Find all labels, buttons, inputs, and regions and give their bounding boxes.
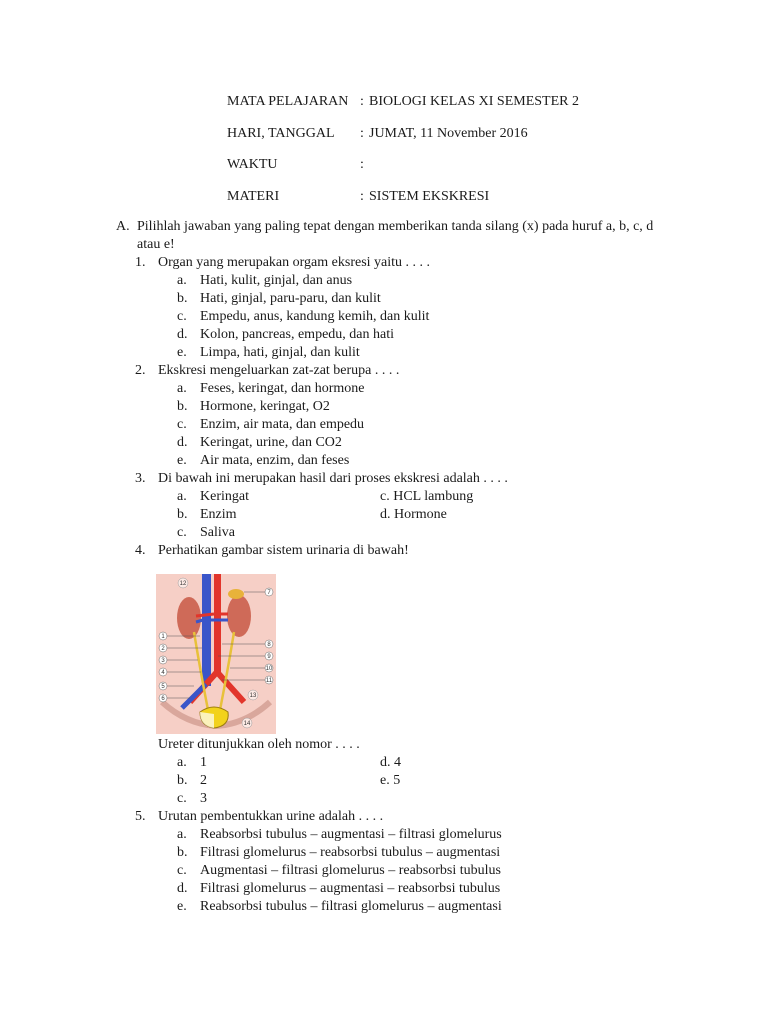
option-text: Filtrasi glomelurus – reabsorbsi tubulus – augmentasi xyxy=(200,845,501,860)
option-text: HCL lambung xyxy=(393,489,474,504)
option-letter: c. xyxy=(177,417,187,432)
option-letter: c. xyxy=(177,791,187,806)
option-letter: d. xyxy=(380,507,391,522)
urinary-system-figure xyxy=(156,574,276,734)
question-number: 1. xyxy=(135,255,146,270)
answer-option[interactable] xyxy=(177,416,676,434)
section-letter: A. xyxy=(116,219,130,234)
header-block xyxy=(227,93,579,219)
figure-label: 1 xyxy=(161,634,165,640)
figure-label: 4 xyxy=(161,670,165,676)
answer-option[interactable] xyxy=(380,772,583,790)
answer-option[interactable] xyxy=(177,452,676,470)
option-text: Saliva xyxy=(200,525,235,540)
option-text: Hati, kulit, ginjal, dan anus xyxy=(200,273,353,288)
answer-option[interactable] xyxy=(177,754,380,772)
option-letter: b. xyxy=(177,845,188,860)
urinary-system-illustration xyxy=(156,574,276,734)
question-list xyxy=(135,254,676,916)
question-number: 3. xyxy=(135,471,146,486)
adrenal-gland xyxy=(228,589,244,599)
answer-option[interactable] xyxy=(177,398,676,416)
kidney-right xyxy=(227,595,251,637)
option-letter: b. xyxy=(177,399,188,414)
option-letter: b. xyxy=(177,773,188,788)
question-1 xyxy=(135,254,676,362)
option-letter: a. xyxy=(177,827,187,842)
question-text: Organ yang merupakan orgam eksresi yaitu . . . . xyxy=(158,255,431,270)
header-colon: : xyxy=(360,125,364,141)
figure-label: 7 xyxy=(267,590,271,596)
question-text: Di bawah ini merupakan hasil dari proses ekskresi adalah . . . . xyxy=(158,471,508,486)
option-text: Hormone xyxy=(394,507,447,522)
option-letter: b. xyxy=(177,291,188,306)
header-row xyxy=(227,156,579,188)
question-number: 4. xyxy=(135,543,146,558)
option-text: Limpa, hati, ginjal, dan kulit xyxy=(200,345,360,360)
answer-option[interactable] xyxy=(177,344,676,362)
figure-label: 14 xyxy=(243,721,251,727)
option-text: Keringat xyxy=(200,489,249,504)
header-value: JUMAT, 11 November 2016 xyxy=(369,125,528,141)
answer-option[interactable] xyxy=(177,898,676,916)
header-colon: : xyxy=(360,188,364,204)
aorta xyxy=(214,574,221,674)
option-letter: c. xyxy=(380,489,390,504)
header-value: SISTEM EKSKRESI xyxy=(369,188,490,204)
option-letter: c. xyxy=(177,863,187,878)
option-letter: d. xyxy=(380,755,391,770)
option-letter: e. xyxy=(177,899,187,914)
option-text: Reabsorbsi tubulus – filtrasi glomelurus – augmentasi xyxy=(200,899,502,914)
header-row xyxy=(227,93,579,125)
header-label: MATA PELAJARAN xyxy=(227,94,349,109)
option-letter: d. xyxy=(177,435,188,450)
header-row xyxy=(227,125,579,157)
answer-option[interactable] xyxy=(177,290,676,308)
option-letter: d. xyxy=(177,327,188,342)
figure-label: 6 xyxy=(161,696,165,702)
option-text: Hormone, keringat, O2 xyxy=(200,399,330,414)
answer-option[interactable] xyxy=(380,506,583,524)
option-text: Feses, keringat, dan hormone xyxy=(200,381,365,396)
option-letter: a. xyxy=(177,489,187,504)
option-text: Kolon, pancreas, empedu, dan hati xyxy=(200,327,394,342)
question-4 xyxy=(135,542,676,808)
answer-option[interactable] xyxy=(177,790,380,808)
answer-option[interactable] xyxy=(177,880,676,898)
option-letter: e. xyxy=(380,773,390,788)
figure-label: 13 xyxy=(249,693,257,699)
answer-option[interactable] xyxy=(177,434,676,452)
answer-option[interactable] xyxy=(177,524,380,542)
question-number: 5. xyxy=(135,809,146,824)
question-text: Urutan pembentukkan urine adalah . . . . xyxy=(158,809,384,824)
answer-option[interactable] xyxy=(380,754,583,772)
vena-cava xyxy=(202,574,211,686)
option-letter: d. xyxy=(177,881,188,896)
answer-option[interactable] xyxy=(177,488,380,506)
question-number: 2. xyxy=(135,363,146,378)
question-followup: Ureter ditunjukkan oleh nomor . . . . xyxy=(158,737,360,752)
section-instruction: Pilihlah jawaban yang paling tepat dengan memberikan tanda silang (x) pada huruf a, b, c, d atau e! xyxy=(137,219,654,252)
option-letter: c. xyxy=(177,309,187,324)
option-letter: a. xyxy=(177,755,187,770)
figure-label: 11 xyxy=(265,678,273,684)
kidney-left xyxy=(177,597,201,639)
option-letter: e. xyxy=(177,345,187,360)
option-text: 5 xyxy=(393,773,401,788)
header-value: BIOLOGI KELAS XI SEMESTER 2 xyxy=(369,94,579,109)
header-label: HARI, TANGGAL xyxy=(227,125,335,141)
section-a xyxy=(116,218,676,916)
figure-label: 8 xyxy=(267,642,271,648)
option-text: Reabsorbsi tubulus – augmentasi – filtrasi glomelurus xyxy=(200,827,502,842)
option-letter: c. xyxy=(177,525,187,540)
option-text: Air mata, enzim, dan feses xyxy=(200,453,350,468)
option-letter: a. xyxy=(177,381,187,396)
option-text: Empedu, anus, kandung kemih, dan kulit xyxy=(200,309,430,324)
option-letter: a. xyxy=(177,273,187,288)
option-text: Hati, ginjal, paru-paru, dan kulit xyxy=(200,291,381,306)
answer-option[interactable] xyxy=(380,488,583,506)
figure-label: 10 xyxy=(265,666,273,672)
header-colon: : xyxy=(360,94,364,109)
answer-option[interactable] xyxy=(177,272,676,290)
option-letter: e. xyxy=(177,453,187,468)
answer-option[interactable] xyxy=(177,826,676,844)
header-label: MATERI xyxy=(227,188,280,204)
header-colon: : xyxy=(360,157,364,172)
answer-option[interactable] xyxy=(177,506,380,524)
answer-option[interactable] xyxy=(177,326,676,344)
option-text: 2 xyxy=(200,773,207,788)
question-5 xyxy=(135,808,676,916)
option-text: 3 xyxy=(200,791,207,806)
figure-label: 9 xyxy=(267,654,271,660)
question-2 xyxy=(135,362,676,470)
option-letter: b. xyxy=(177,507,188,522)
question-3 xyxy=(135,470,676,542)
question-text: Perhatikan gambar sistem urinaria di bawah! xyxy=(158,543,409,558)
option-text: Enzim xyxy=(200,507,237,522)
header-row xyxy=(227,188,579,220)
option-text: Augmentasi – filtrasi glomelurus – reabsorbsi tubulus xyxy=(200,863,501,878)
answer-option[interactable] xyxy=(177,772,380,790)
answer-option[interactable] xyxy=(177,380,676,398)
header-label: WAKTU xyxy=(227,157,278,172)
figure-label: 5 xyxy=(161,684,165,690)
option-text: Enzim, air mata, dan empedu xyxy=(200,417,365,432)
option-text: 4 xyxy=(394,755,401,770)
figure-label: 2 xyxy=(161,646,165,652)
option-text: Keringat, urine, dan CO2 xyxy=(200,435,342,450)
answer-option[interactable] xyxy=(177,844,676,862)
figure-label: 12 xyxy=(179,581,187,587)
option-text: Filtrasi glomelurus – augmentasi – reabsorbsi tubulus xyxy=(200,881,501,896)
option-text: 1 xyxy=(200,755,207,770)
answer-option[interactable] xyxy=(177,862,676,880)
figure-label: 3 xyxy=(161,658,165,664)
question-text: Ekskresi mengeluarkan zat-zat berupa . . . . xyxy=(158,363,400,378)
answer-option[interactable] xyxy=(177,308,676,326)
